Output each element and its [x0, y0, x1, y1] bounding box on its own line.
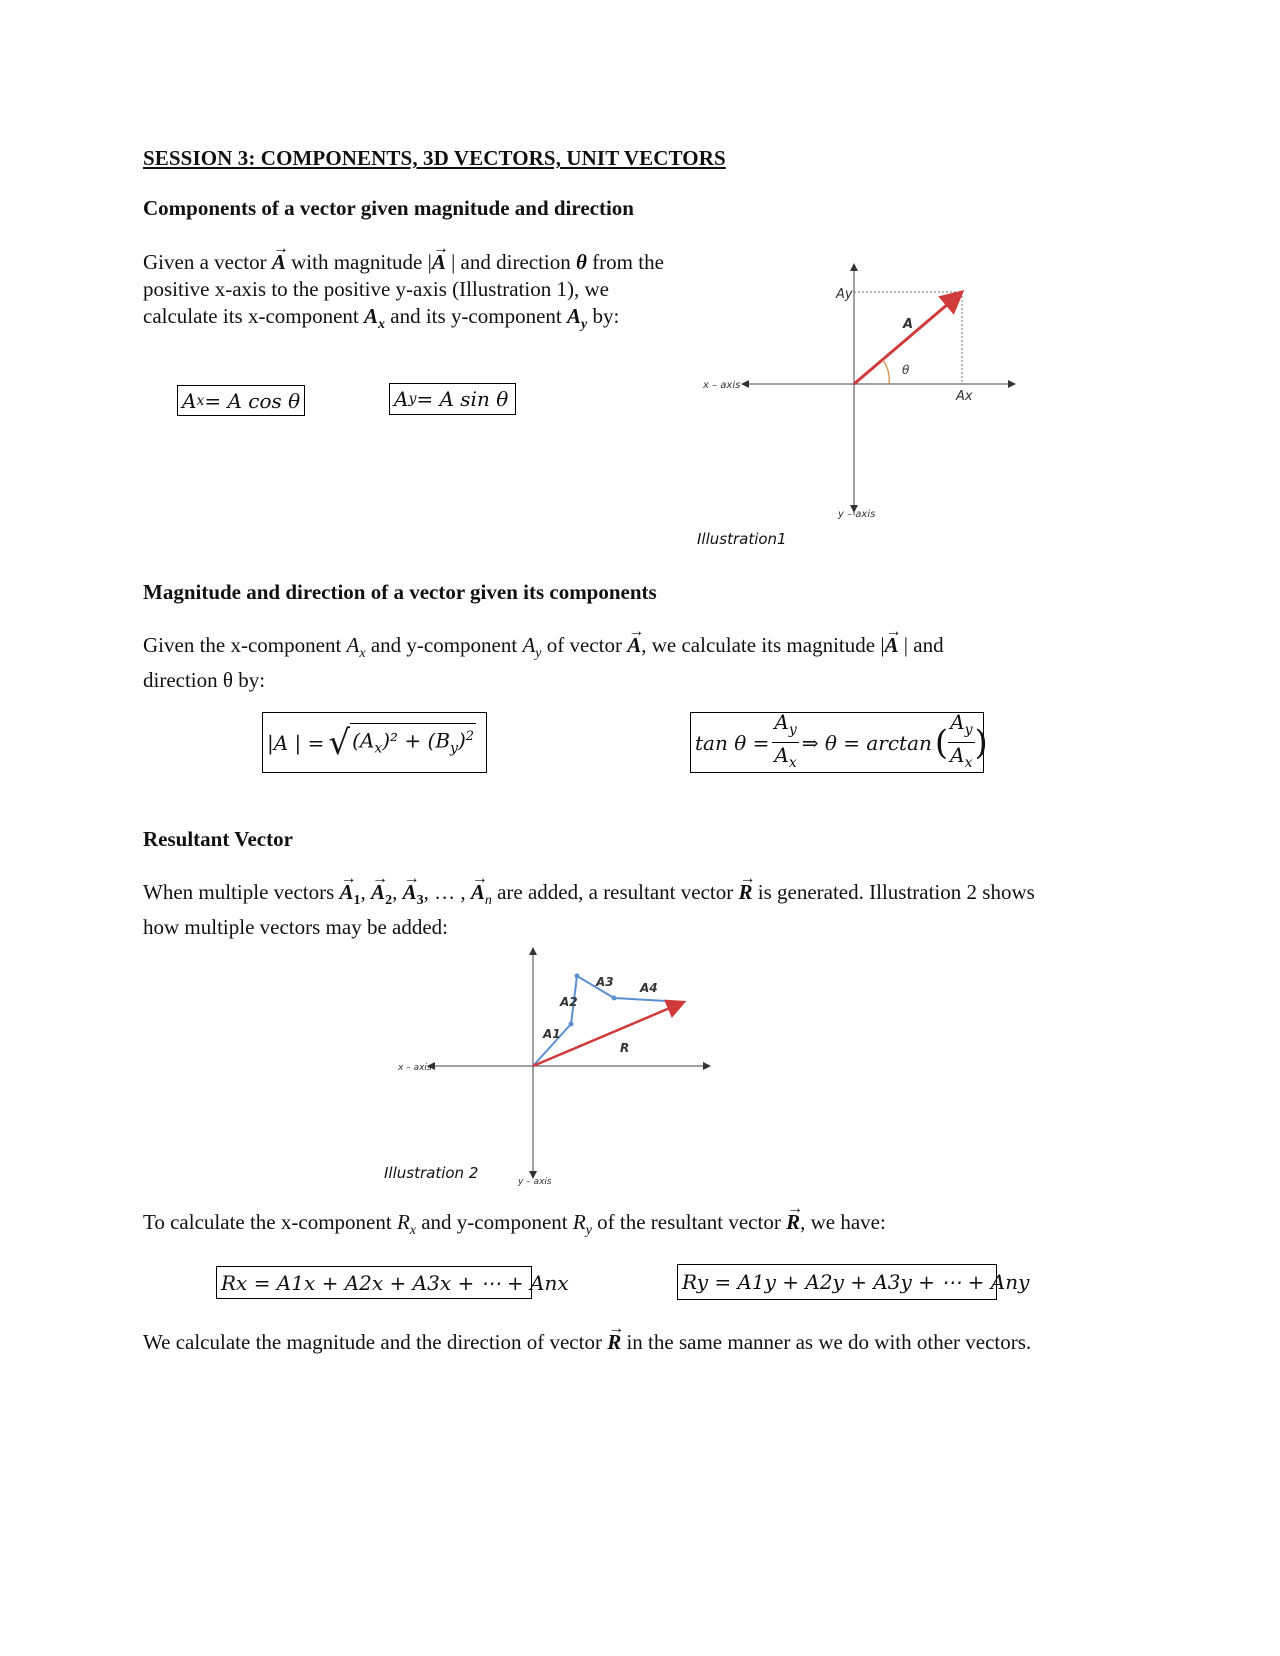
- illustration2-caption: Illustration 2: [384, 1164, 479, 1182]
- section4-paragraph: To calculate the x-component $R_x$ and y-component $R_y$ of the resultant vector → R, we have:: [143, 1209, 1143, 1244]
- illus1-vector-label: A: [903, 317, 914, 332]
- illus2-label-a1: A1: [543, 1027, 561, 1041]
- illustration2-diagram: [380, 940, 730, 1200]
- illus1-angle-label: θ: [902, 363, 910, 377]
- illus2-x-axis-label: x – axis: [398, 1063, 432, 1073]
- illus1-angle-arc: [883, 360, 889, 384]
- section1-heading: Components of a vector given magnitude and direction: [143, 196, 634, 220]
- formula-ay: A y = A sin θ: [389, 383, 516, 415]
- illus1-x-axis-label: x – axis: [703, 380, 741, 391]
- section3-heading: Resultant Vector: [143, 827, 293, 851]
- illustration1-caption: Illustration1: [697, 530, 787, 548]
- illustration1-diagram: [690, 250, 1040, 560]
- formula-direction: tan θ = $\frac{A_y}{A_x}$ ⇒ θ = arctan ( $\frac{A_y}{A_x}$ ): [690, 712, 984, 773]
- illus2-label-a2: A2: [560, 995, 578, 1009]
- illus1-ay-label: Ay: [836, 287, 853, 302]
- formula-ax: A x = A cos θ: [177, 385, 305, 416]
- illus2-label-a3: A3: [596, 975, 614, 989]
- illus2-label-r: R: [620, 1041, 630, 1055]
- closing-paragraph: We calculate the magnitude and the direction of vector → R in the same manner as we do with other vectors.: [143, 1329, 1243, 1356]
- section1-paragraph: Given a vector → A with magnitude |→ A | and direction θ from the positive x-axis to the positive y-axis (Illustration 1), we calculate its x-component $A_x$ and its y-component $A_y$ by:: [143, 249, 673, 338]
- illus1-ax-label: Ax: [956, 389, 973, 404]
- illus2-y-axis-label: y – axis: [518, 1177, 552, 1187]
- formula-magnitude: |A | = √ $(A_x)^2 + (B_y)^2$: [262, 712, 487, 773]
- formula-ry: Ry = A1y + A2y + A3y + ⋯ + Any: [677, 1264, 997, 1300]
- section2-paragraph: Given the x-component $A_x$ and y-component $A_y$ of vector → A, we calculate its magnitude |→ A | and direction θ by:: [143, 632, 1143, 694]
- illus2-vector-chain: [533, 976, 684, 1066]
- illus2-label-a4: A4: [640, 981, 658, 995]
- formula-rx: Rx = A1x + A2x + A3x + ⋯ + Anx: [216, 1266, 532, 1299]
- section3-paragraph: When multiple vectors → $A_1$, → $A_2$, → $A_3$, … , → $A_n$ are added, a resultant vector → R is generated. Illustration 2 shows how multiple vectors may be added:: [143, 879, 1243, 941]
- section2-heading: Magnitude and direction of a vector given its components: [143, 580, 657, 604]
- page-title: SESSION 3: COMPONENTS, 3D VECTORS, UNIT VECTORS: [143, 146, 726, 170]
- illus1-y-axis-label: y – axis: [838, 509, 876, 520]
